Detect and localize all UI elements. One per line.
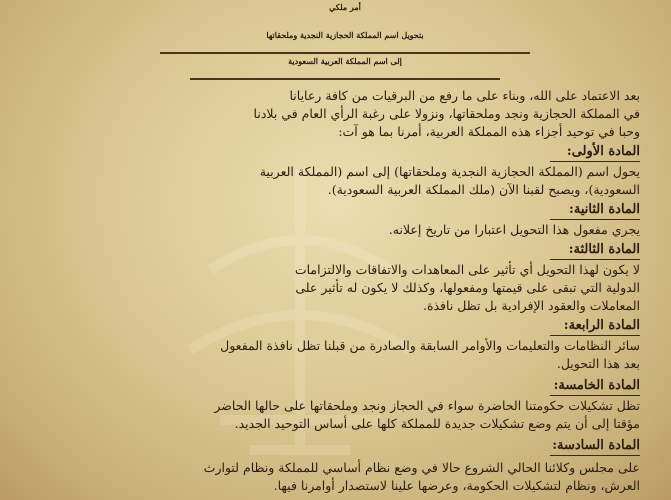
article-4-heading: المادة الرابعة: bbox=[563, 318, 640, 333]
article-4-line-2: بعد هذا التحويل. bbox=[556, 356, 640, 371]
preamble-line-1: بعد الاعتماد على الله، وبناء على ما رفع من البرقيات من كافة رعايانا bbox=[289, 88, 640, 103]
article-1-underline bbox=[550, 161, 640, 162]
article-1-line-1: يحول اسم (المملكة الحجازية النجدية وملحقاتها) إلى اسم (المملكة العربية bbox=[259, 164, 640, 179]
article-2-heading: المادة الثانية: bbox=[569, 202, 640, 217]
decree-body bbox=[40, 0, 650, 500]
article-3-underline bbox=[550, 259, 640, 260]
article-5-underline bbox=[550, 395, 640, 396]
article-5-line-2: مؤقتا إلى أن يتم وضع تشكيلات جديدة للمملكة كلها على أساس التوحيد الجديد. bbox=[234, 416, 640, 431]
article-3-line-1: لا يكون لهذا التحويل أي تأثير على المعاهدات والاتفاقات والالتزامات bbox=[294, 262, 640, 277]
article-3-line-3: المعاملات والعقود الإفرادية بل تظل نافذة. bbox=[422, 298, 640, 313]
decree-subtitle-line-2: إلى اسم المملكة العربية السعودية bbox=[288, 56, 402, 66]
article-3-heading: المادة الثالثة: bbox=[568, 242, 640, 257]
decree-title: أمر ملكي bbox=[329, 2, 361, 12]
article-6-line-1: على مجلس وكلائنا الحالي الشروع حالا في وضع نظام أساسي للمملكة ونظام لتوارث bbox=[203, 460, 640, 475]
article-5-line-1: تظل تشكيلات حكومتنا الحاضرة سواء في الحجاز ونجد وملحقاتها على حالها الحاضر bbox=[214, 398, 640, 413]
article-6-underline bbox=[550, 455, 640, 456]
decree-subtitle-line-1: بتحويل اسم المملكة الحجازية النجدية وملحقاتها bbox=[266, 30, 424, 40]
article-4-underline bbox=[550, 335, 640, 336]
preamble-line-3: وحبا في توحيد أجزاء هذه المملكة العربية، أمرنا بما هو آت: bbox=[338, 124, 640, 139]
preamble-line-2: في المملكة الحجازية ونجد وملحقاتها، ونزولا على رغبة الرأي العام في بلادنا bbox=[253, 106, 640, 121]
article-6-heading: المادة السادسة: bbox=[552, 438, 640, 453]
article-6-line-2: العرش، ونظام لتشكيلات الحكومة، وعرضها علينا لاستصدار أوامرنا فيها. bbox=[273, 478, 640, 493]
article-4-line-1: سائر النظامات والتعليمات والأوامر السابقة والصادرة من قبلنا تظل نافذة المفعول bbox=[220, 338, 640, 353]
article-1-line-2: السعودية)، ويصبح لقبنا الآن (ملك المملكة العربية السعودية). bbox=[327, 182, 640, 197]
article-2-underline bbox=[550, 219, 640, 220]
subtitle-underline-2 bbox=[190, 78, 500, 80]
subtitle-underline-1 bbox=[160, 52, 530, 54]
article-3-line-2: الدولية التي تبقى على قيمتها ومفعولها، وكذلك لا يكون له تأثير على bbox=[295, 280, 640, 295]
article-5-heading: المادة الخامسة: bbox=[553, 378, 640, 393]
article-1-heading: المادة الأولى: bbox=[566, 144, 640, 159]
article-2-line-1: يجري مفعول هذا التحويل اعتبارا من تاريخ إعلانه. bbox=[388, 222, 640, 237]
